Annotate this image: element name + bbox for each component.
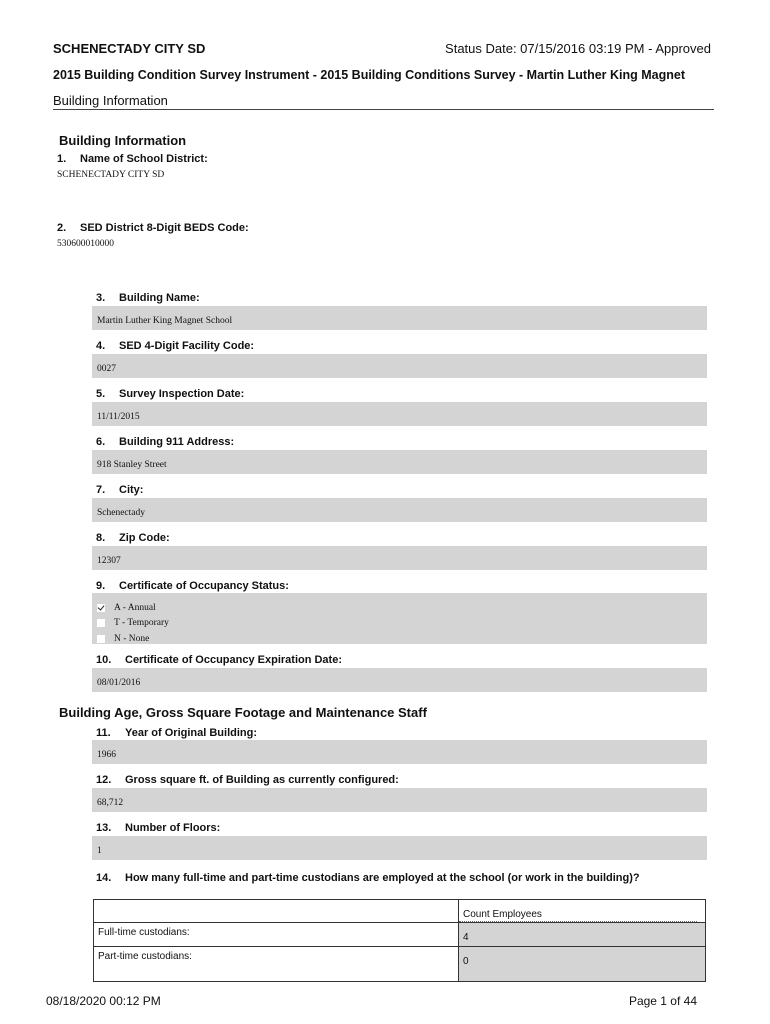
answer-gross-square-feet: 68,712	[97, 798, 124, 808]
question-facility-code: 4. SED 4-Digit Facility Code:	[96, 340, 255, 352]
breadcrumb-divider	[53, 109, 714, 110]
question-occupancy-status: 9. Certificate of Occupancy Status:	[96, 580, 289, 592]
table-header-count: Count Employees	[459, 900, 706, 923]
checkbox-checked-icon[interactable]	[97, 604, 105, 612]
answer-field-year-built	[92, 740, 707, 764]
section-title-building-information: Building Information	[59, 133, 187, 148]
question-911-address: 6. Building 911 Address:	[96, 436, 235, 448]
page-number: Page 1 of 44	[628, 994, 697, 1008]
answer-field-facility-code	[92, 354, 707, 378]
survey-title: 2015 Building Condition Survey Instrument - 2015 Building Conditions Survey - Martin Luther King Magnet	[53, 68, 685, 82]
print-timestamp: 08/18/2020 00:12 PM	[46, 994, 161, 1008]
answer-field-occupancy-status	[92, 593, 707, 644]
answer-number-of-floors: 1	[97, 846, 102, 856]
question-district-name: 1. Name of School District:	[57, 153, 208, 165]
answer-occupancy-expiration: 08/01/2016	[97, 678, 141, 688]
row-label-full-time: Full-time custodians:	[94, 923, 459, 947]
table-row	[94, 947, 706, 982]
row-count-part-time: 0	[459, 947, 706, 982]
answer-district-name: SCHENECTADY CITY SD	[57, 170, 165, 180]
answer-facility-code: 0027	[97, 364, 116, 374]
question-building-name: 3. Building Name:	[96, 292, 200, 304]
question-year-built: 11. Year of Original Building:	[96, 727, 258, 739]
checkbox-unchecked-icon[interactable]	[97, 635, 105, 643]
answer-field-gross-square-feet	[92, 788, 707, 812]
question-occupancy-expiration: 10. Certificate of Occupancy Expiration Date:	[96, 654, 342, 666]
question-beds-code: 2. SED District 8-Digit BEDS Code:	[57, 222, 249, 234]
row-label-part-time: Part-time custodians:	[94, 947, 459, 982]
status-date: Status Date: 07/15/2016 03:19 PM - Approved	[445, 41, 711, 56]
answer-beds-code: 530600010000	[57, 239, 114, 249]
answer-building-name: Martin Luther King Magnet School	[97, 316, 233, 326]
question-number-of-floors: 13. Number of Floors:	[96, 822, 221, 834]
occupancy-option-annual[interactable]: A - Annual	[97, 600, 169, 616]
custodian-table	[93, 899, 706, 982]
question-gross-square-feet: 12. Gross square ft. of Building as currently configured:	[96, 774, 399, 786]
table-row	[94, 923, 706, 947]
table-header-blank	[94, 900, 459, 923]
answer-zip-code: 12307	[97, 556, 121, 566]
answer-field-building-name	[92, 306, 707, 330]
table-header-row	[94, 900, 706, 923]
question-zip-code: 8. Zip Code:	[96, 532, 170, 544]
answer-year-built: 1966	[97, 750, 116, 760]
answer-field-occupancy-expiration	[92, 668, 707, 692]
row-count-full-time: 4	[459, 923, 706, 947]
answer-field-city	[92, 498, 707, 522]
answer-field-inspection-date	[92, 402, 707, 426]
occupancy-option-none[interactable]: N - None	[97, 631, 169, 647]
answer-field-911-address	[92, 450, 707, 474]
answer-field-zip-code	[92, 546, 707, 570]
question-city: 7. City:	[96, 484, 144, 496]
answer-field-number-of-floors	[92, 836, 707, 860]
occupancy-option-temporary[interactable]: T - Temporary	[97, 616, 169, 632]
checkbox-unchecked-icon[interactable]	[97, 619, 105, 627]
occupancy-status-options	[97, 600, 169, 647]
question-inspection-date: 5. Survey Inspection Date:	[96, 388, 245, 400]
section-title-building-age: Building Age, Gross Square Footage and Maintenance Staff	[59, 705, 427, 720]
breadcrumb: Building Information	[53, 93, 168, 108]
question-custodians: 14. How many full-time and part-time custodians are employed at the school (or work in the building)?	[96, 872, 640, 884]
district-name: SCHENECTADY CITY SD	[53, 41, 206, 56]
answer-city: Schenectady	[97, 508, 146, 518]
answer-inspection-date: 11/11/2015	[97, 412, 140, 422]
answer-911-address: 918 Stanley Street	[97, 460, 167, 470]
